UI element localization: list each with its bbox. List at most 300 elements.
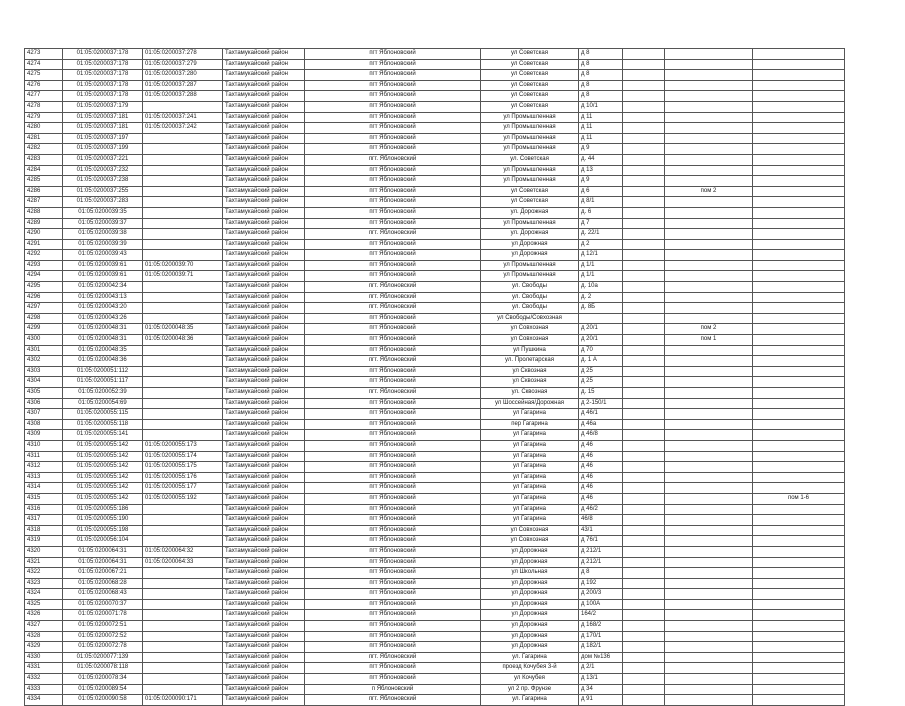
district-cell: Тахтамукайский район [223, 313, 305, 324]
cadastral-number-cell: 01:05:0200048:35 [63, 345, 143, 356]
extra-col-2-cell [665, 504, 753, 515]
cadastral-number-cell: 01:05:0200055:142 [63, 440, 143, 451]
extra-col-1-cell [623, 154, 665, 165]
sub-cadastral-number-cell [143, 197, 223, 208]
row-number-cell: 4279 [25, 112, 63, 123]
sub-cadastral-number-cell [143, 250, 223, 261]
district-cell: Тахтамукайский район [223, 197, 305, 208]
extra-col-2-cell [665, 419, 753, 430]
house-cell: д 9 [579, 144, 623, 155]
street-cell: ул Советская [481, 186, 579, 197]
extra-col-1-cell [623, 621, 665, 632]
table-body [25, 49, 845, 706]
cadastral-number-cell: 01:05:0200037:197 [63, 133, 143, 144]
sub-cadastral-number-cell: 01:05:0200048:35 [143, 324, 223, 335]
street-cell: ул Свободы/Совхозная [481, 313, 579, 324]
street-cell: ул Школьная [481, 568, 579, 579]
house-cell: д 25 [579, 377, 623, 388]
street-cell: ул Совхозная [481, 525, 579, 536]
district-cell: Тахтамукайский район [223, 366, 305, 377]
cadastral-number-cell: 01:05:0200039:43 [63, 250, 143, 261]
table-row [25, 599, 845, 610]
settlement-cell: пгт Яблоновский [305, 176, 481, 187]
cadastral-number-cell: 01:05:0200055:142 [63, 483, 143, 494]
cadastral-number-cell: 01:05:0200043:20 [63, 303, 143, 314]
row-number-cell: 4326 [25, 610, 63, 621]
row-number-cell: 4284 [25, 165, 63, 176]
row-number-cell: 4307 [25, 409, 63, 420]
cadastral-number-cell: 01:05:0200064:31 [63, 557, 143, 568]
sub-cadastral-number-cell [143, 599, 223, 610]
cadastral-number-cell: 01:05:0200055:198 [63, 525, 143, 536]
extra-col-3-cell [753, 631, 845, 642]
house-cell: д 1/1 [579, 271, 623, 282]
table-row [25, 546, 845, 557]
table-row [25, 282, 845, 293]
row-number-cell: 4289 [25, 218, 63, 229]
extra-col-3-cell [753, 91, 845, 102]
street-cell: ул Промышленная [481, 260, 579, 271]
table-row [25, 271, 845, 282]
settlement-cell: пгт Яблоновский [305, 557, 481, 568]
district-cell: Тахтамукайский район [223, 642, 305, 653]
district-cell: Тахтамукайский район [223, 356, 305, 367]
cadastral-number-cell: 01:05:0200037:178 [63, 59, 143, 70]
extra-col-1-cell [623, 239, 665, 250]
extra-col-2-cell [665, 674, 753, 685]
street-cell: ул Гагарина [481, 493, 579, 504]
street-cell: ул. Пролетарская [481, 356, 579, 367]
table-row [25, 536, 845, 547]
extra-col-3-cell [753, 684, 845, 695]
house-cell: д 8 [579, 91, 623, 102]
house-cell: д. 44 [579, 154, 623, 165]
settlement-cell: пгт Яблоновский [305, 335, 481, 346]
house-cell: д 8 [579, 80, 623, 91]
settlement-cell: пгт Яблоновский [305, 366, 481, 377]
cadastral-number-cell: 01:05:0200056:104 [63, 536, 143, 547]
row-number-cell: 4317 [25, 515, 63, 526]
extra-col-3-cell [753, 398, 845, 409]
extra-col-3-cell [753, 356, 845, 367]
sub-cadastral-number-cell [143, 165, 223, 176]
row-number-cell: 4319 [25, 536, 63, 547]
row-number-cell: 4304 [25, 377, 63, 388]
district-cell: Тахтамукайский район [223, 91, 305, 102]
extra-col-3-cell [753, 80, 845, 91]
sub-cadastral-number-cell [143, 610, 223, 621]
house-cell: д. 22/1 [579, 229, 623, 240]
extra-col-2-cell [665, 398, 753, 409]
extra-col-1-cell [623, 303, 665, 314]
extra-col-2-cell [665, 589, 753, 600]
street-cell: ул Гагарина [481, 515, 579, 526]
street-cell: ул Дорожная [481, 578, 579, 589]
sub-cadastral-number-cell [143, 419, 223, 430]
district-cell: Тахтамукайский район [223, 440, 305, 451]
extra-col-2-cell [665, 260, 753, 271]
district-cell: Тахтамукайский район [223, 610, 305, 621]
district-cell: Тахтамукайский район [223, 525, 305, 536]
extra-col-1-cell [623, 282, 665, 293]
cadastral-number-cell: 01:05:0200068:28 [63, 578, 143, 589]
sub-cadastral-number-cell: 01:05:0200055:175 [143, 462, 223, 473]
extra-col-3-cell [753, 462, 845, 473]
sub-cadastral-number-cell [143, 674, 223, 685]
district-cell: Тахтамукайский район [223, 250, 305, 261]
row-number-cell: 4313 [25, 472, 63, 483]
street-cell: ул Промышленная [481, 176, 579, 187]
extra-col-3-cell [753, 377, 845, 388]
district-cell: Тахтамукайский район [223, 218, 305, 229]
table-row [25, 133, 845, 144]
street-cell: ул Кочубея [481, 674, 579, 685]
extra-col-1-cell [623, 610, 665, 621]
settlement-cell: пгт Яблоновский [305, 440, 481, 451]
district-cell: Тахтамукайский район [223, 409, 305, 420]
extra-col-1-cell [623, 218, 665, 229]
sub-cadastral-number-cell [143, 218, 223, 229]
extra-col-2-cell [665, 536, 753, 547]
extra-col-2-cell [665, 388, 753, 399]
street-cell: ул. Свободы [481, 303, 579, 314]
extra-col-2-cell [665, 430, 753, 441]
house-cell: д 11 [579, 123, 623, 134]
table-row [25, 49, 845, 60]
settlement-cell: пгт Яблоновский [305, 536, 481, 547]
street-cell: ул Советская [481, 101, 579, 112]
district-cell: Тахтамукайский район [223, 419, 305, 430]
extra-col-3-cell [753, 599, 845, 610]
extra-col-3-cell [753, 133, 845, 144]
extra-col-2-cell: пом 2 [665, 324, 753, 335]
settlement-cell: пгт. Яблоновский [305, 229, 481, 240]
extra-col-1-cell [623, 525, 665, 536]
house-cell: д. 10а [579, 282, 623, 293]
sub-cadastral-number-cell: 01:05:0200037:241 [143, 112, 223, 123]
row-number-cell: 4334 [25, 695, 63, 706]
cadastral-number-cell: 01:05:0200078:118 [63, 663, 143, 674]
house-cell: д 70 [579, 345, 623, 356]
extra-col-1-cell [623, 430, 665, 441]
sub-cadastral-number-cell: 01:05:0200037:288 [143, 91, 223, 102]
street-cell: ул Дорожная [481, 250, 579, 261]
table-row [25, 70, 845, 81]
street-cell: ул Гагарина [481, 451, 579, 462]
row-number-cell: 4314 [25, 483, 63, 494]
row-number-cell: 4273 [25, 49, 63, 60]
row-number-cell: 4283 [25, 154, 63, 165]
street-cell: ул Дорожная [481, 557, 579, 568]
settlement-cell: пгт. Яблоновский [305, 303, 481, 314]
extra-col-2-cell [665, 229, 753, 240]
house-cell: д 76/1 [579, 536, 623, 547]
row-number-cell: 4282 [25, 144, 63, 155]
settlement-cell: пгт Яблоновский [305, 472, 481, 483]
district-cell: Тахтамукайский район [223, 493, 305, 504]
street-cell: ул. Советская [481, 154, 579, 165]
extra-col-2-cell [665, 642, 753, 653]
sub-cadastral-number-cell [143, 515, 223, 526]
settlement-cell: пгт. Яблоновский [305, 292, 481, 303]
street-cell: ул Гагарина [481, 472, 579, 483]
sub-cadastral-number-cell [143, 536, 223, 547]
extra-col-3-cell [753, 652, 845, 663]
street-cell: ул. Гагарина [481, 652, 579, 663]
sub-cadastral-number-cell: 01:05:0200039:70 [143, 260, 223, 271]
row-number-cell: 4287 [25, 197, 63, 208]
extra-col-2-cell [665, 91, 753, 102]
sub-cadastral-number-cell: 01:05:0200037:279 [143, 59, 223, 70]
house-cell: д 46/2 [579, 504, 623, 515]
street-cell: ул Гагарина [481, 483, 579, 494]
house-cell: д 8 [579, 59, 623, 70]
extra-col-3-cell [753, 59, 845, 70]
district-cell: Тахтамукайский район [223, 176, 305, 187]
table-row [25, 631, 845, 642]
extra-col-3-cell [753, 144, 845, 155]
table-row [25, 123, 845, 134]
district-cell: Тахтамукайский район [223, 462, 305, 473]
extra-col-3-cell [753, 165, 845, 176]
extra-col-3-cell [753, 483, 845, 494]
extra-col-2-cell [665, 239, 753, 250]
table-row [25, 345, 845, 356]
extra-col-1-cell [623, 472, 665, 483]
cadastral-number-cell: 01:05:0200037:232 [63, 165, 143, 176]
table-row [25, 695, 845, 706]
cadastral-number-cell: 01:05:0200039:37 [63, 218, 143, 229]
table-row [25, 515, 845, 526]
house-cell: д 46а [579, 419, 623, 430]
cadastral-number-cell: 01:05:0200039:38 [63, 229, 143, 240]
table-row [25, 578, 845, 589]
extra-col-3-cell [753, 313, 845, 324]
row-number-cell: 4329 [25, 642, 63, 653]
row-number-cell: 4290 [25, 229, 63, 240]
district-cell: Тахтамукайский район [223, 271, 305, 282]
house-cell: д 46/1 [579, 409, 623, 420]
cadastral-number-cell: 01:05:0200055:142 [63, 462, 143, 473]
district-cell: Тахтамукайский район [223, 652, 305, 663]
table-row [25, 621, 845, 632]
sub-cadastral-number-cell [143, 663, 223, 674]
extra-col-1-cell [623, 483, 665, 494]
sub-cadastral-number-cell [143, 345, 223, 356]
cadastral-number-cell: 01:05:0200077:139 [63, 652, 143, 663]
row-number-cell: 4322 [25, 568, 63, 579]
table-row [25, 165, 845, 176]
street-cell: ул Промышленная [481, 165, 579, 176]
district-cell: Тахтамукайский район [223, 695, 305, 706]
extra-col-1-cell [623, 144, 665, 155]
house-cell: д 46 [579, 440, 623, 451]
settlement-cell: пгт Яблоновский [305, 218, 481, 229]
cadastral-number-cell: 01:05:0200037:283 [63, 197, 143, 208]
settlement-cell: пгт Яблоновский [305, 483, 481, 494]
extra-col-1-cell [623, 250, 665, 261]
district-cell: Тахтамукайский район [223, 59, 305, 70]
table-row [25, 568, 845, 579]
table-row [25, 144, 845, 155]
cadastral-number-cell: 01:05:0200048:31 [63, 335, 143, 346]
extra-col-3-cell [753, 366, 845, 377]
table-row [25, 101, 845, 112]
cadastral-number-cell: 01:05:0200037:181 [63, 123, 143, 134]
sub-cadastral-number-cell [143, 621, 223, 632]
sub-cadastral-number-cell: 01:05:0200055:173 [143, 440, 223, 451]
extra-col-1-cell [623, 197, 665, 208]
extra-col-3-cell [753, 186, 845, 197]
extra-col-1-cell [623, 546, 665, 557]
extra-col-2-cell [665, 366, 753, 377]
row-number-cell: 4288 [25, 207, 63, 218]
street-cell: ул Дорожная [481, 631, 579, 642]
row-number-cell: 4298 [25, 313, 63, 324]
row-number-cell: 4325 [25, 599, 63, 610]
cadastral-number-cell: 01:05:0200043:26 [63, 313, 143, 324]
row-number-cell: 4309 [25, 430, 63, 441]
sub-cadastral-number-cell [143, 684, 223, 695]
extra-col-1-cell [623, 652, 665, 663]
extra-col-2-cell [665, 440, 753, 451]
row-number-cell: 4330 [25, 652, 63, 663]
house-cell: д 212/1 [579, 546, 623, 557]
district-cell: Тахтамукайский район [223, 133, 305, 144]
row-number-cell: 4328 [25, 631, 63, 642]
district-cell: Тахтамукайский район [223, 239, 305, 250]
district-cell: Тахтамукайский район [223, 536, 305, 547]
district-cell: Тахтамукайский район [223, 292, 305, 303]
house-cell: д 25 [579, 366, 623, 377]
extra-col-2-cell [665, 462, 753, 473]
district-cell: Тахтамукайский район [223, 515, 305, 526]
extra-col-2-cell [665, 154, 753, 165]
cadastral-number-cell: 01:05:0200055:118 [63, 419, 143, 430]
extra-col-1-cell [623, 674, 665, 685]
cadastral-number-cell: 01:05:0200072:78 [63, 642, 143, 653]
district-cell: Тахтамукайский район [223, 207, 305, 218]
district-cell: Тахтамукайский район [223, 101, 305, 112]
extra-col-1-cell [623, 112, 665, 123]
settlement-cell: п Яблоновский [305, 684, 481, 695]
extra-col-2-cell [665, 578, 753, 589]
extra-col-1-cell [623, 49, 665, 60]
row-number-cell: 4324 [25, 589, 63, 600]
settlement-cell: пгт Яблоновский [305, 610, 481, 621]
street-cell: пер Гагарина [481, 419, 579, 430]
cadastral-number-cell: 01:05:0200039:39 [63, 239, 143, 250]
row-number-cell: 4308 [25, 419, 63, 430]
street-cell: ул Дорожная [481, 546, 579, 557]
sub-cadastral-number-cell [143, 176, 223, 187]
settlement-cell: пгт Яблоновский [305, 271, 481, 282]
sub-cadastral-number-cell: 01:05:0200037:278 [143, 49, 223, 60]
extra-col-3-cell [753, 578, 845, 589]
row-number-cell: 4280 [25, 123, 63, 134]
table-row [25, 557, 845, 568]
extra-col-2-cell [665, 80, 753, 91]
cadastral-number-cell: 01:05:0200051:112 [63, 366, 143, 377]
district-cell: Тахтамукайский район [223, 483, 305, 494]
district-cell: Тахтамукайский район [223, 472, 305, 483]
house-cell: д 91 [579, 695, 623, 706]
extra-col-2-cell [665, 472, 753, 483]
cadastral-number-cell: 01:05:0200037:178 [63, 91, 143, 102]
cadastral-number-cell: 01:05:0200071:78 [63, 610, 143, 621]
sub-cadastral-number-cell [143, 568, 223, 579]
extra-col-1-cell [623, 684, 665, 695]
row-number-cell: 4297 [25, 303, 63, 314]
extra-col-1-cell [623, 536, 665, 547]
extra-col-2-cell: пом 1 [665, 335, 753, 346]
district-cell: Тахтамукайский район [223, 674, 305, 685]
house-cell: д 10/1 [579, 101, 623, 112]
extra-col-1-cell [623, 345, 665, 356]
extra-col-3-cell [753, 610, 845, 621]
extra-col-2-cell [665, 515, 753, 526]
house-cell: дом №136 [579, 652, 623, 663]
extra-col-3-cell [753, 546, 845, 557]
street-cell: ул. Дорожная [481, 229, 579, 240]
extra-col-3-cell [753, 345, 845, 356]
settlement-cell: пгт Яблоновский [305, 70, 481, 81]
table-row [25, 197, 845, 208]
sub-cadastral-number-cell [143, 409, 223, 420]
district-cell: Тахтамукайский район [223, 154, 305, 165]
cadastral-number-cell: 01:05:0200048:36 [63, 356, 143, 367]
street-cell: ул Промышленная [481, 112, 579, 123]
district-cell: Тахтамукайский район [223, 557, 305, 568]
spreadsheet-page [24, 48, 844, 703]
table-row [25, 176, 845, 187]
row-number-cell: 4302 [25, 356, 63, 367]
extra-col-2-cell [665, 483, 753, 494]
extra-col-3-cell [753, 229, 845, 240]
extra-col-3-cell [753, 303, 845, 314]
settlement-cell: пгт. Яблоновский [305, 282, 481, 293]
row-number-cell: 4291 [25, 239, 63, 250]
table-row [25, 388, 845, 399]
table-row [25, 493, 845, 504]
extra-col-1-cell [623, 377, 665, 388]
table-row [25, 589, 845, 600]
district-cell: Тахтамукайский район [223, 377, 305, 388]
row-number-cell: 4333 [25, 684, 63, 695]
row-number-cell: 4292 [25, 250, 63, 261]
street-cell: ул Советская [481, 70, 579, 81]
extra-col-1-cell [623, 515, 665, 526]
settlement-cell: пгт Яблоновский [305, 59, 481, 70]
settlement-cell: пгт Яблоновский [305, 409, 481, 420]
settlement-cell: пгт Яблоновский [305, 525, 481, 536]
extra-col-3-cell [753, 568, 845, 579]
house-cell: д 8 [579, 49, 623, 60]
extra-col-3-cell [753, 70, 845, 81]
table-row [25, 186, 845, 197]
cadastral-number-cell: 01:05:0200037:178 [63, 49, 143, 60]
extra-col-1-cell [623, 271, 665, 282]
table-row [25, 440, 845, 451]
sub-cadastral-number-cell: 01:05:0200090:171 [143, 695, 223, 706]
district-cell: Тахтамукайский район [223, 303, 305, 314]
extra-col-3-cell [753, 154, 845, 165]
settlement-cell: пгт Яблоновский [305, 621, 481, 632]
settlement-cell: пгт. Яблоновский [305, 154, 481, 165]
row-number-cell: 4278 [25, 101, 63, 112]
cadastral-number-cell: 01:05:0200037:238 [63, 176, 143, 187]
row-number-cell: 4301 [25, 345, 63, 356]
